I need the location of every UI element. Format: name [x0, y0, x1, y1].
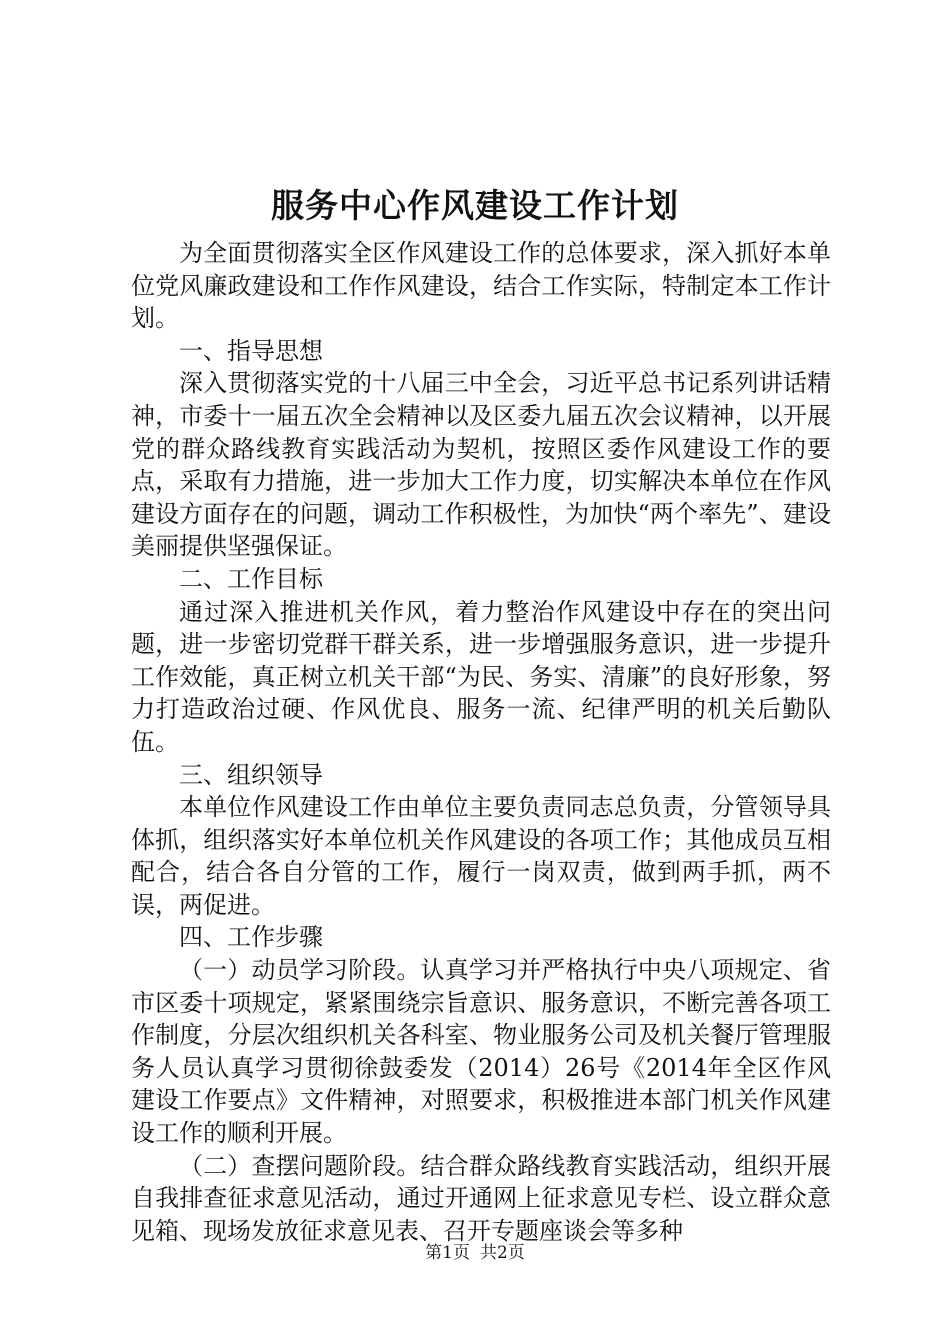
intro-paragraph: 为全面贯彻落实全区作风建设工作的总体要求，深入抓好本单位党风廉政建设和工作作风建设，结合工作实际，特制定本工作计划。: [131, 239, 831, 333]
document-body: [131, 237, 831, 1247]
page-number-total: 共2页: [480, 1243, 525, 1263]
step-one-paragraph: （一）动员学习阶段。认真学习并严格执行中央八项规定、省市区委十项规定，紧紧围绕宗旨意识、服务意识，不断完善各项工作制度，分层次组织机关各科室、物业服务公司及机关餐厅管理服务人员认真学习贯彻徐鼓委发（2014）26号《2014年全区作风建设工作要点》文件精神，对照要求，积极推进本部门机关作风建设工作的顺利开展。: [131, 956, 831, 1148]
section-heading-work-goals: 二、工作目标: [179, 564, 323, 593]
step-two-paragraph: （二）查摆问题阶段。结合群众路线教育实践活动，组织开展自我排查征求意见活动，通过开通网上征求意见专栏、设立群众意见箱、现场发放征求意见表、召开专题座谈会等多种: [131, 1151, 831, 1245]
page-footer: [0, 1242, 950, 1264]
work-goals-paragraph: 通过深入推进机关作风，着力整治作风建设中存在的突出问题，进一步密切党群干群关系，进一步增强服务意识，进一步提升工作效能，真正树立机关干部“为民、务实、清廉”的良好形象，努力打造政治过硬、作风优良、服务一流、纪律严明的机关后勤队伍。: [131, 597, 831, 756]
section-heading-work-steps: 四、工作步骤: [179, 923, 323, 952]
section-heading-guiding-ideology: 一、指导思想: [179, 336, 323, 365]
page-number-current: 第1页: [425, 1243, 470, 1263]
section-heading-organization: 三、组织领导: [179, 760, 323, 789]
document-title: 服务中心作风建设工作计划: [271, 186, 679, 225]
guiding-ideology-paragraph: 深入贯彻落实党的十八届三中全会，习近平总书记系列讲话精神，市委十一届五次全会精神以及区委九届五次会议精神，以开展党的群众路线教育实践活动为契机，按照区委作风建设工作的要点，采取有力措施，进一步加大工作力度，切实解决本单位在作风建设方面存在的问题，调动工作积极性，为加快“两个率先”、建设美丽提供坚强保证。: [131, 369, 831, 561]
organization-paragraph: 本单位作风建设工作由单位主要负责同志总负责，分管领导具体抓，组织落实好本单位机关作风建设的各项工作；其他成员互相配合，结合各自分管的工作，履行一岗双责，做到两手抓，两不误，两促进。: [131, 793, 831, 919]
